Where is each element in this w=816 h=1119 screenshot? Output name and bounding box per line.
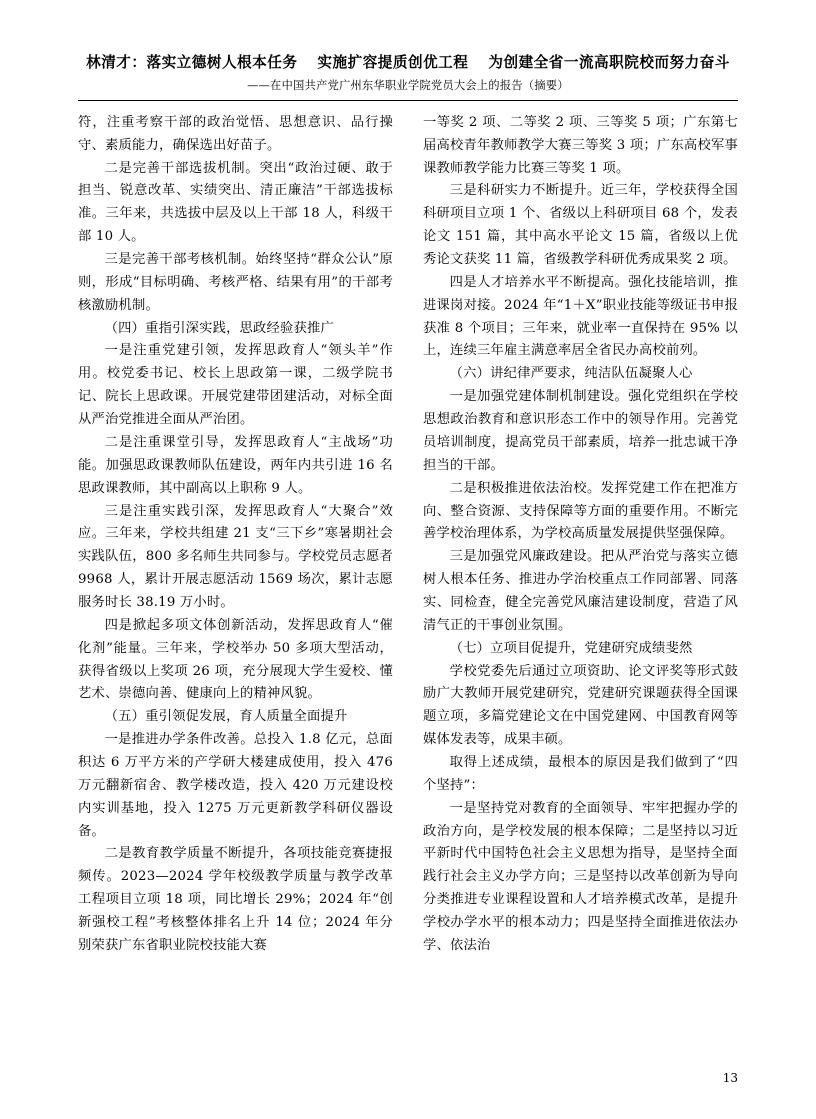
section-heading: （四）重指引深实践，思政经验获推广 (104, 320, 335, 336)
paragraph: 三是科研实力不断提升。近三年，学校获得全国科研项目立项 1 个、省级以上科研项目 68 个，发表论文 151 篇，其中高水平论文 15 篇，省级以上优秀论文获奖 11 篇，省级教学科研优秀成果奖 2 项。 (423, 183, 738, 268)
paragraph: 一是注重党建引领，发挥思政育人“领头羊”作用。校党委书记、校长上思政第一课，二级学院书记、院长上思政课。开展党建带团建活动，对标全面从严治党推进全面从严治团。 (78, 343, 393, 428)
paragraph: 四是人才培养水平不断提高。强化技能培训，推进课岗对接。2024 年“1＋X”职业技能等级证书申报获准 8 个项目；三年来，就业率一直保持在 95% 以上，连续三年雇主满意率居全省民办高校前列。 (423, 274, 738, 359)
paragraph: 符，注重考察干部的政治觉悟、思想意识、品行操守、素质能力，确保选出好苗子。 (78, 114, 393, 153)
paragraph: 三是注重实践引深，发挥思政育人“大聚合”效应。三年来，学校共组建 21 支“三下乡”寒暑期社会实践队伍，800 多名师生共同参与。学校党员志愿者 9968 人，累计开展志愿活动 1569 场次，累计志愿服务时长 38.19 万小时。 (78, 503, 393, 610)
paragraph: 一等奖 2 项、二等奖 2 项、三等奖 5 项；广东第七届高校青年教师教学大赛三等奖 3 项；广东高校军事课教师教学能力比赛三等奖 1 项。 (423, 114, 738, 176)
left-column (78, 112, 393, 958)
article-subtitle: ——在中国共产党广州东华职业学院党员大会上的报告（摘要） (247, 78, 569, 92)
paragraph: 三是完善干部考核机制。始终坚持“群众公认”原则，形成“目标明确、考核严格、结果有用”的干部考核激励机制。 (78, 252, 393, 313)
right-column (423, 112, 738, 958)
section-heading: （六）讲纪律严要求，纯洁队伍凝聚人心 (449, 366, 693, 382)
page-header (78, 52, 738, 101)
paragraph: 三是加强党风廉政建设。把从严治党与落实立德树人根本任务、推进办学治校重点工作同部署、同落实、同检查，健全完善党风廉洁建设制度，营造了风清气正的干事创业氛围。 (423, 549, 738, 633)
section-heading: （七）立项目促提升，党建研究成绩斐然 (449, 640, 693, 656)
two-column-body (78, 112, 738, 958)
paragraph: 一是坚持党对教育的全面领导、牢牢把握办学的政治方向，是学校发展的根本保障；二是坚持以习近平新时代中国特色社会主义思想为指导，是坚持全面践行社会主义办学方向；三是坚持以改革创新为导向分类推进专业课程设置和人才培养模式改革，是提升学校办学水平的根本动力；四是坚持全面推进依法办学、依法治 (423, 800, 738, 953)
title-segment-1: 林清才：落实立德树人根本任务 (86, 54, 298, 71)
paragraph: 二是完善干部选拔机制。突出“政治过硬、敢于担当、锐意改革、实绩突出、清正廉洁”干部选拔标准。三年来，共选拔中层及以上干部 18 人，科级干部 10 人。 (78, 160, 393, 245)
header-divider (78, 100, 738, 101)
paragraph: 二是注重课堂引导，发挥思政育人“主战场”功能。加强思政课教师队伍建设，两年内共引进 16 名思政课教师，其中副高以上职称 9 人。 (78, 434, 393, 496)
paragraph: 一是推进办学条件改善。总投入 1.8 亿元，总面积达 6 万平方米的产学研大楼建成使用，投入 476 万元翻新宿舍、教学楼改造，投入 420 万元建设校内实训基地，投入 1275 万元更新教学科研仪器设备。 (78, 732, 393, 839)
paragraph: 二是积极推进依法治校。发挥党建工作在把准方向、整合资源、支持保障等方面的重要作用。不断完善学校治理体系，为学校高质量发展提供坚强保障。 (423, 480, 738, 542)
article-title (78, 52, 738, 74)
paragraph: 二是教育教学质量不断提升，各项技能竞赛捷报频传。2023—2024 学年校级教学质量与教学改革工程项目立项 18 项，同比增长 29%；2024 年“创新强校工程”考核整体排名上升 14 位；2024 年分别荣获广东省职业院校技能大赛 (78, 846, 393, 953)
paragraph: 取得上述成绩，最根本的原因是我们做到了“四个坚持”： (423, 754, 738, 793)
paragraph: 四是掀起多项文体创新活动，发挥思政育人“催化剂”能量。三年来，学校举办 50 多项大型活动，获得省级以上奖项 26 项，充分展现大学生爱校、懂艺术、崇德向善、健康向上的精神风貌。 (78, 617, 393, 702)
page-number: 13 (722, 1071, 738, 1085)
paragraph: 学校党委先后通过立项资助、论文评奖等形式鼓励广大教师开展党建研究，党建研究课题获得全国课题立项，多篇党建论文在中国党建网、中国教育网等媒体发表等，成果丰硕。 (423, 663, 738, 748)
section-heading: （五）重引领促发展，育人质量全面提升 (104, 709, 348, 725)
title-segment-2: 实施扩容提质创优工程 (317, 54, 469, 71)
title-segment-3: 为创建全省一流高职院校而努力奋斗 (488, 54, 730, 71)
paragraph: 一是加强党建体制机制建设。强化党组织在学校思想政治教育和意识形态工作中的领导作用。完善党员培训制度，提高党员干部素质，培养一批忠诚干净担当的干部。 (423, 389, 738, 473)
